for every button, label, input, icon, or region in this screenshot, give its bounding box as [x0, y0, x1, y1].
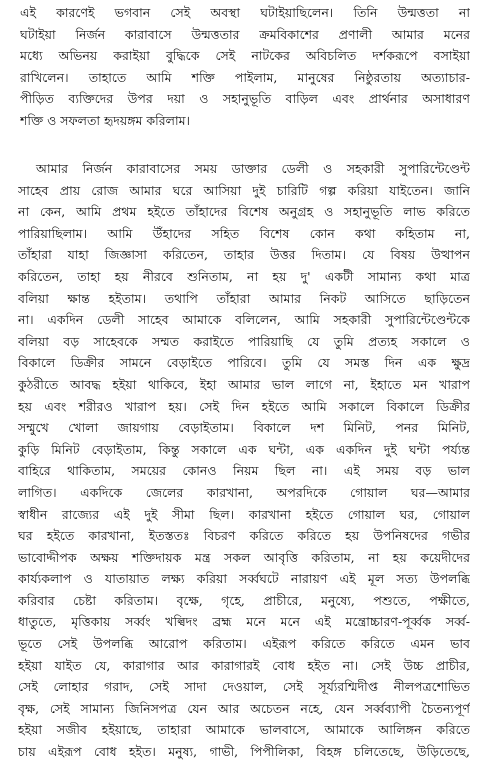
- text-line: কুড়ি মিনিট বেড়াইতাম, কিন্তু সকালে এক ঘন্টা, এক একদিন দুই ঘন্টা পর্য্যন্ত: [18, 441, 470, 457]
- text-line: আমার নির্জন কারাবাসের সময় ডাক্তার ডেলী ও সহকারী সুপারিন্টেণ্ডেন্ট: [36, 161, 470, 176]
- text-line: হইয়া যাইত যে, কারাগার আর কারাগারই বোধ হইত না। সেই উচ্চ প্রাচীর,: [18, 657, 470, 673]
- text-line: ঘটাইয়া নির্জন কারাবাসে উন্মত্ততার ক্রমবিকাশের প্রণালী আমার মনের: [20, 26, 470, 42]
- text-line: সাহেব প্রায় রোজ আমার ঘরে আসিয়া দুই চারিটি গল্প করিয়া যাইতেন। জানি: [18, 182, 470, 198]
- text-line: ভাবোদ্দীপক অক্ষয় শক্তিদায়ক মন্ত্র সকল আবৃত্তি করিতাম, না হয় কয়েদীদের: [18, 549, 470, 565]
- paragraph-1: [20, 2, 470, 132]
- text-line: লাগিত। একদিকে জেলের কারখানা, অপরদিকে গোয়াল ঘর—আমার: [18, 484, 470, 500]
- text-line: শক্তি ও সফলতা হৃদয়ঙ্গম করিলাম।: [20, 112, 190, 128]
- text-line: তাঁহারা যাহা জিজ্ঞাসা করিতেন, তাহার উত্তর দিতাম। যে বিষয় উত্থাপন: [18, 247, 470, 263]
- text-line: রাখিলেন। তাহাতে আমি শক্তি পাইলাম, মানুষের নিষ্ঠুরতায় অত্যাচার-: [20, 69, 470, 85]
- text-line: করিতেন, তাহা হয় নীরবে শুনিতাম, না হয় দু' একটী সামান্য কথা মাত্র: [18, 268, 470, 284]
- text-line: বলিয়া ক্ষান্ত হইতাম। তথাপি তাঁহারা আমার নিকট আসিতে ছাড়িতেন: [18, 290, 470, 306]
- text-line: বিকালে ডিক্রীর সামনে বেড়াইতে পারিবে। তুমি যে সমস্ত দিন এক ক্ষুদ্র: [18, 355, 470, 371]
- text-line: পারিয়াছিলাম। আমি উঁহাদের সহিত বিশেষ কোন কথা কহিতাম না,: [18, 225, 470, 241]
- text-line: বলিয়া বড় সাহেবকে সম্মত করাইতে পারিয়াছি যে তুমি প্রত্যহ সকালে ও: [18, 333, 470, 349]
- text-line: এই কারণেই ভগবান সেই অবস্থা ঘটাইয়াছিলেন। তিনি উন্মত্ততা না: [20, 5, 470, 20]
- text-line: বাহিরে থাকিতাম, সময়ের কোনও নিয়ম ছিল না। এই সময় বড় ভাল: [18, 463, 470, 479]
- text-line: না কেন, আমি প্রথম হইতে তাঁহাদের বিশেষ অনুগ্রহ ও সহানুভূতি লাভ করিতে: [18, 204, 470, 220]
- text-line: চায় এইরূপ বোধ হইত। মনুষ্য, গাভী, পিপীলিকা, বিহঙ্গ চলিতেছে, উড়িতেছে,: [18, 744, 470, 760]
- text-line: কুঠরীতে আবদ্ধ হইয়া থাকিবে, ইহা আমার ভাল লাগে না, ইহাতে মন খারাপ: [18, 376, 470, 392]
- text-line: স্বাধীন রাজ্যের এই দুই সীমা ছিল। কারখানা হইতে গোয়াল ঘর, গোয়াল: [18, 506, 470, 522]
- text-line: সেই লোহার গরাদ, সেই সাদা দেওয়াল, সেই সূর্য্যরশ্মিদীপ্ত নীলপত্রশোভিত: [18, 679, 470, 695]
- text-line: সম্মুখে খোলা জায়গায় বেড়াইতাম। বিকালে দশ মিনিট, পনর মিনিট,: [18, 420, 470, 436]
- paragraph-2: [18, 158, 470, 763]
- text-line: করিবার চেষ্টা করিতাম। বৃক্ষে, গৃহে, প্রাচীরে, মনুষ্যে, পশুতে, পক্ষীতে,: [18, 592, 470, 608]
- text-line: ঘর হইতে কারখানা, ইতস্ততঃ বিচরণ করিতে করিতে হয় উপনিষদের গভীর: [18, 528, 470, 544]
- text-line: ধাতুতে, মৃত্তিকায় সর্ব্বং খল্বিদং ব্রহ্ম মনে মনে এই মন্ত্রোচ্চারণ-পূর্ব্বক সর্ব্ব-: [18, 614, 470, 630]
- text-line: বৃক্ষ, সেই সামান্য জিনিসপত্র যেন আর অচেতন নহে, যেন সর্ব্বব্যাপী চৈতন্যপূর্ণ: [18, 700, 470, 716]
- text-line: হইয়া সজীব হইয়াছে, তাহারা আমাকে ভালবাসে, আমাকে আলিঙ্গন করিতে: [18, 722, 470, 738]
- text-line: না। একদিন ডেলী সাহেব আমাকে বলিলেন, আমি সহকারী সুপারিন্টেণ্ডেন্টকে: [18, 312, 470, 328]
- text-line: কার্য্যকলাপ ও যাতায়াত লক্ষ্য করিয়া সর্ব্বঘটে নারায়ণ এই মূল সত্য উপলব্ধি: [18, 571, 470, 587]
- text-line: মধ্যে অভিনয় করাইয়া বুদ্ধিকে সেই নাটকের অবিচলিত দর্শকরূপে বসাইয়া: [20, 48, 470, 64]
- text-line: পীড়িত ব্যক্তিদের উপর দয়া ও সহানুভূতি বাড়িল এবং প্রার্থনার অসাধারণ: [20, 91, 470, 107]
- text-line: ভূতে সেই উপলব্ধি আরোপ করিতাম। এইরূপ করিতে করিতে এমন ভাব: [18, 636, 470, 652]
- text-line: হয় এবং শরীরও খারাপ হয়। সেই দিন হইতে আমি সকালে বিকালে ডিক্রীর: [18, 398, 470, 414]
